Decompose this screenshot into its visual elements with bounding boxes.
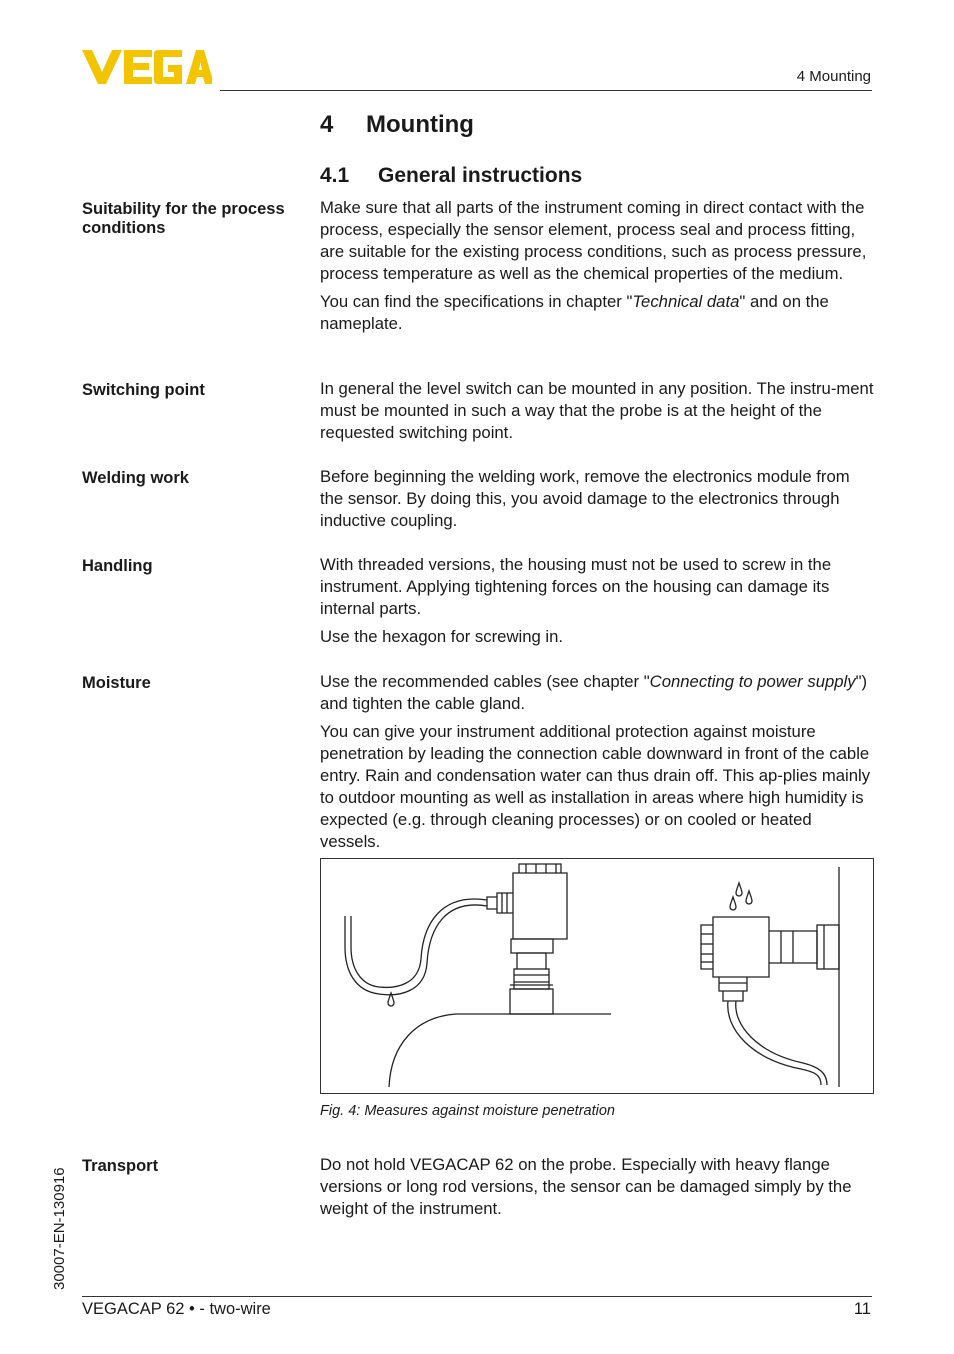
chapter-title bbox=[320, 111, 474, 139]
footer-product: VEGACAP 62 • - two-wire bbox=[82, 1300, 271, 1318]
running-header: 4 Mounting bbox=[796, 68, 871, 85]
margin-label-welding-work: Welding work bbox=[82, 469, 189, 487]
text-handling bbox=[320, 554, 876, 654]
section-title-text: General instructions bbox=[378, 164, 583, 187]
header-rule bbox=[220, 90, 872, 91]
vega-logo bbox=[82, 50, 212, 84]
paragraph: Make sure that all parts of the instrument coming in direct contact with the process, especially the sensor element, process seal and process fitting, are suitable for the existing process conditions, such as process pressure, process temperature as well as the chemical properties of the medium. bbox=[320, 198, 867, 283]
paragraph: You can find the specifications in chapter "Technical data" and on the nameplate. bbox=[320, 292, 829, 333]
paragraph: Before beginning the welding work, remove the electronics module from the sensor. By doing this, you avoid damage to the electronics through inductive coupling. bbox=[320, 467, 850, 530]
section-title bbox=[320, 164, 582, 188]
paragraph: In general the level switch can be mounted in any position. The instru-ment must be mounted in such a way that the probe is at the height of the requested switching point. bbox=[320, 379, 874, 442]
document-code: 30007-EN-130916 bbox=[51, 1167, 68, 1290]
chapter-title-text: Mounting bbox=[366, 111, 474, 138]
margin-label-transport: Transport bbox=[82, 1157, 159, 1175]
figure-caption: Fig. 4: Measures against moisture penetration bbox=[320, 1103, 615, 1119]
margin-label-moisture: Moisture bbox=[82, 674, 151, 692]
paragraph: Use the recommended cables (see chapter "Connecting to power supply") and tighten the cable gland. bbox=[320, 672, 868, 713]
text-transport bbox=[320, 1154, 876, 1226]
page-number: 11 bbox=[853, 1300, 871, 1318]
section-number: 4.1 bbox=[320, 164, 350, 187]
figure-moisture-penetration bbox=[320, 858, 874, 1094]
paragraph: Do not hold VEGACAP 62 on the probe. Especially with heavy flange versions or long rod versions, the sensor can be damaged simply by the weight of the instrument. bbox=[320, 1155, 852, 1218]
chapter-number: 4 bbox=[320, 111, 334, 138]
margin-label-suitability: Suitability for the process conditions bbox=[82, 200, 285, 237]
text-switching-point bbox=[320, 378, 876, 450]
paragraph: You can give your instrument additional protection against moisture penetration by leading the connection cable downward in front of the cable entry. Rain and condensation water can thus drain off. This ap-plies mainly to outdoor mounting as well as installation in areas where high humidity is expected (e.g. through cleaning processes) or on cooled or heated vessels. bbox=[320, 722, 871, 851]
paragraph: Use the hexagon for screwing in. bbox=[320, 627, 564, 646]
margin-label-handling: Handling bbox=[82, 557, 153, 575]
text-welding-work bbox=[320, 466, 876, 538]
text-suitability bbox=[320, 197, 876, 341]
paragraph: With threaded versions, the housing must not be used to screw in the instrument. Applying tightening forces on the housing can damage its internal parts. bbox=[320, 555, 832, 618]
text-moisture bbox=[320, 671, 876, 859]
footer-rule bbox=[82, 1296, 872, 1297]
margin-label-switching-point: Switching point bbox=[82, 381, 205, 399]
